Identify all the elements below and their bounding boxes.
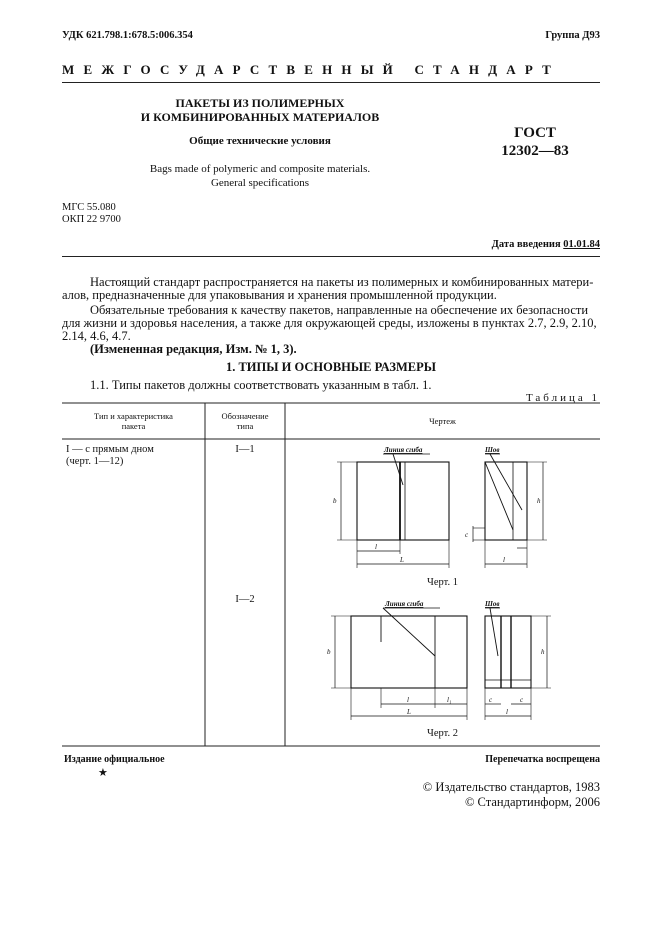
gost-label: ГОСТ: [514, 125, 556, 141]
fig1-seam-label: Шов: [485, 446, 500, 454]
fold-leader-2: [383, 608, 435, 656]
fig1-dim-L: L: [400, 556, 404, 564]
seam-leader-2: [490, 608, 498, 656]
col-header-drawing: Чертеж: [429, 416, 456, 426]
fig1-side-dim-l: l: [503, 556, 505, 564]
fold-leader: [393, 454, 403, 485]
title-line-2: И КОМБИНИРОВАННЫХ МАТЕРИАЛОВ: [140, 110, 380, 124]
fig2-side-dim-l: l: [506, 708, 508, 716]
fig1-dim-h: h: [537, 497, 541, 505]
drawing-1: [285, 440, 600, 590]
fig1-dim-l: l: [375, 543, 377, 551]
document-subtitle: Общие технические условия: [189, 135, 331, 147]
fig1-caption: Черт. 1: [427, 577, 458, 588]
para2-line1: Обязательные требования к качеству пакетов, направленные на обеспечение их безопасности: [90, 303, 589, 317]
para1-line1: Настоящий стандарт распространяется на пакеты из полимерных и комбинированных матери-: [90, 275, 594, 289]
mgs-code: МГС 55.080: [62, 202, 116, 213]
col-header-type-line2: пакета: [121, 421, 146, 431]
para2-line3: 2.14, 4.6, 4.7.: [62, 329, 131, 343]
col-header-type: [62, 411, 205, 431]
fig2-dim-l: l: [407, 696, 409, 704]
english-title-line-1: Bags made of polymeric and composite materials.: [149, 163, 371, 175]
fig2-seam-label: Шов: [485, 600, 500, 608]
fig2-dim-c-right: c: [520, 696, 524, 704]
star-mark: ★: [98, 767, 108, 779]
row1-code: I—1: [235, 444, 255, 455]
clause-1-1: 1.1. Типы пакетов должны соответствовать указанным в табл. 1.: [90, 378, 432, 392]
group-code: Группа Д93: [545, 30, 600, 41]
intro-date-value: 01.01.84: [563, 239, 600, 250]
bag-side-outline: [485, 462, 527, 540]
gost-number: 12302—83: [501, 143, 569, 159]
udc-code: УДК 621.798.1:678.5:006.354: [62, 30, 193, 41]
para2-line2: для жизни и здоровья населения, а также для окружающей среды, изложены в пунктах 2.7, 2.9, 2.10,: [62, 316, 597, 330]
english-title-line-2: General specifications: [210, 177, 310, 189]
drawing-2: [285, 596, 600, 726]
fig2-dim-b: b: [327, 648, 331, 656]
fig2-dim-L: L: [407, 708, 411, 716]
row-type: [66, 444, 154, 468]
official-edition: Издание официальное: [64, 754, 165, 765]
fig2-dim-h: h: [541, 648, 545, 656]
para1-line2: алов, предназначенные для упаковывания и хранения промышленной продукции.: [62, 288, 497, 302]
section-title: 1. ТИПЫ И ОСНОВНЫЕ РАЗМЕРЫ: [225, 360, 437, 374]
fig1-fold-label: Линия сгиба: [384, 446, 423, 454]
table-caption: Таблица 1: [525, 392, 600, 404]
reprint-notice: Перепечатка воспрещена: [485, 754, 600, 765]
copyright-1: © Издательство стандартов, 1983: [422, 780, 600, 794]
fig2-fold-label: Линия сгиба: [385, 600, 424, 608]
amendment-note: (Измененная редакция, Изм. № 1, 3).: [90, 342, 297, 356]
row-type-line2: (черт. 1—12): [66, 456, 124, 467]
intro-date-label: Дата введения: [491, 239, 561, 250]
col-header-type-line1: Тип и характеристика: [94, 411, 173, 421]
row2-code: I—2: [235, 594, 255, 605]
bag-front-outline-2: [351, 616, 467, 688]
bag-side-outline-2: [485, 616, 531, 688]
title-line-1: ПАКЕТЫ ИЗ ПОЛИМЕРНЫХ: [175, 96, 345, 110]
col-header-code-line1: Обозначение: [221, 411, 269, 421]
fig2-dim-c-left: c: [489, 696, 493, 704]
copyright-2: © Стандартинформ, 2006: [464, 795, 600, 809]
fig1-dim-b: b: [333, 497, 337, 505]
col-header-code-line2: типа: [236, 421, 254, 431]
bag-front-outline: [357, 462, 449, 540]
fig1-dim-c: c: [465, 531, 469, 539]
fig2-dim-l1: l₁: [447, 696, 452, 704]
col-header-code: [205, 411, 285, 431]
row-type-line1: I — с прямым дном: [66, 444, 154, 455]
fig2-caption: Черт. 2: [427, 728, 458, 739]
okp-code: ОКП 22 9700: [62, 214, 121, 225]
standard-heading: МЕЖГОСУДАРСТВЕННЫЙ СТАНДАРТ: [62, 62, 561, 77]
